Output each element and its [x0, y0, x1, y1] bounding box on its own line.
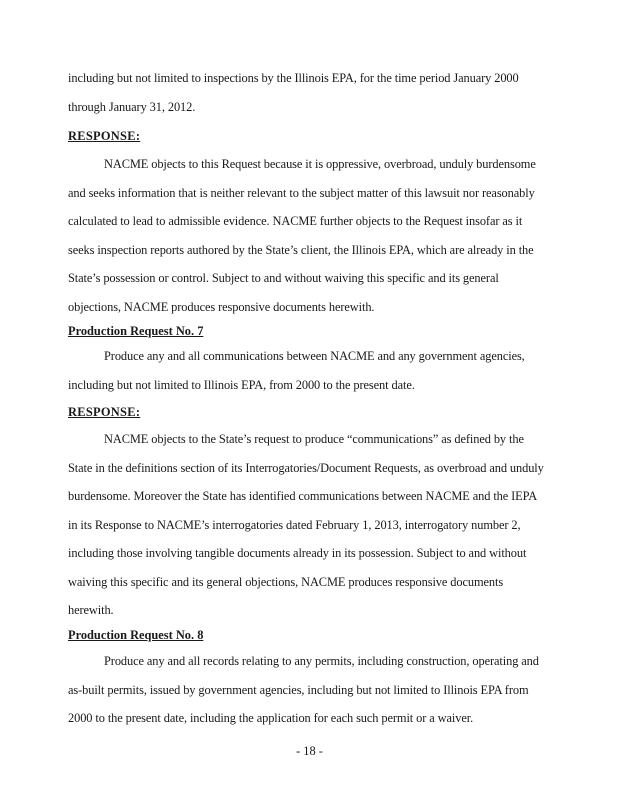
heading-response-1: RESPONSE:: [68, 129, 141, 143]
paragraph-response-2: NACME objects to the State’s request to produce “communications” as defined by the State in the definitions section of its Interrogatories/Document Requests, as overbroad and unduly burdensome. Moreover the State has identified communications between NACME and the IEPA in its Response to NACME’s interrogatories dated February 1, 2013, interrogatory number 2, including those involving tangible documents already in its possession. Subject to and without waiving this specific and its general objections, NACME produces responsive documents herewith.: [68, 432, 544, 617]
paragraph-production-request-7: Produce any and all communications between NACME and any government agencies, including but not limited to Illinois EPA, from 2000 to the present date.: [68, 349, 525, 392]
paragraph-production-request-8: Produce any and all records relating to any permits, including construction, operating and as-built permits, issued by government agencies, including but not limited to Illinois EPA from 2000 to the present date, including the application for each such permit or a waiver.: [68, 654, 539, 725]
heading-production-request-7: Production Request No. 7: [68, 324, 204, 338]
page-number: - 18 -: [296, 744, 323, 758]
paragraph-response-1: NACME objects to this Request because it is oppressive, overbroad, unduly burdensome and seeks information that is neither relevant to the subject matter of this lawsuit nor reasonably calculated to lead to admissible evidence. NACME further objects to the Request insofar as it seeks inspection reports authored by the State’s client, the Illinois EPA, which are already in the State’s possession or control. Subject to and without waiving this specific and its general objections, NACME produces responsive documents herewith.: [68, 157, 536, 314]
heading-production-request-8: Production Request No. 8: [68, 628, 204, 642]
paragraph-request-continuation: including but not limited to inspections by the Illinois EPA, for the time period January 2000 through January 31, 2012.: [68, 71, 519, 114]
heading-response-2: RESPONSE:: [68, 405, 141, 419]
